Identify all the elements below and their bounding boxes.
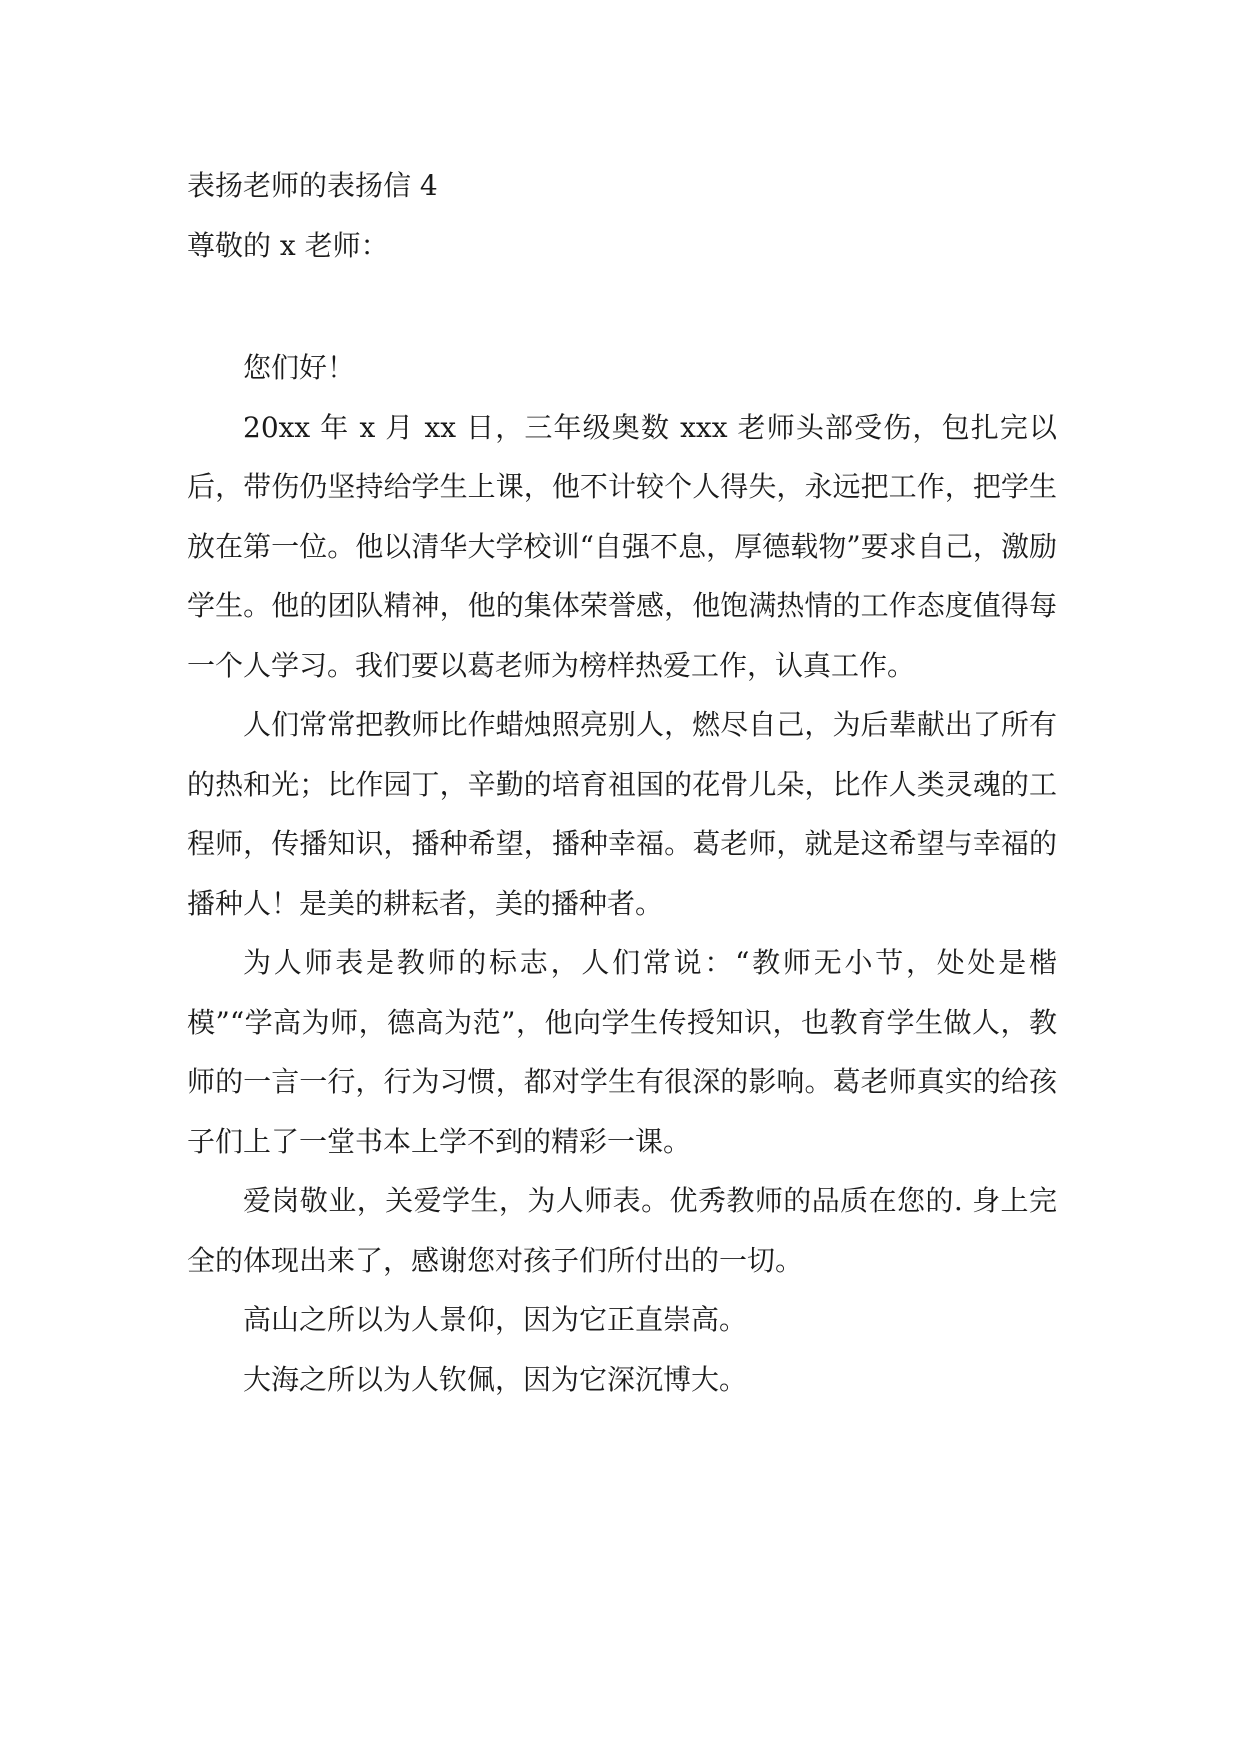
paragraph: 20xx 年 x 月 xx 日，三年级奥数 xxx 老师头部受伤，包扎完以后，带伤仍坚持给学生上课，他不计较个人得失，永远把工作，把学生放在第一位。他以清华大学校训“自强不息，厚德载物”要求自己，激励学生。他的团队精神，他的集体荣誉感，他饱满热情的工作态度值得每一个人学习。我们要以葛老师为榜样热爱工作，认真工作。 bbox=[187, 410, 1057, 682]
paragraph: 人们常常把教师比作蜡烛照亮别人，燃尽自己，为后辈献出了所有的热和光；比作园丁，辛勤的培育祖国的花骨儿朵，比作人类灵魂的工程师，传播知识，播种希望，播种幸福。葛老师，就是这希望与幸福的播种人！是美的耕耘者，美的播种者。 bbox=[187, 708, 1057, 920]
letter-body bbox=[187, 338, 1057, 1409]
salutation: 尊敬的 x 老师： bbox=[187, 229, 389, 262]
paragraph-greeting: 您们好！ bbox=[243, 351, 356, 384]
paragraph: 爱岗敬业，关爱学生，为人师表。优秀教师的品质在您的. 身上完全的体现出来了，感谢您对孩子们所付出的一切。 bbox=[187, 1184, 1057, 1277]
paragraph: 高山之所以为人景仰，因为它正直崇高。 bbox=[243, 1303, 748, 1336]
document-title: 表扬老师的表扬信 4 bbox=[187, 169, 438, 202]
paragraph: 为人师表是教师的标志，人们常说：“教师无小节，处处是楷模”“学高为师，德高为范”，他向学生传授知识，也教育学生做人，教师的一言一行，行为习惯，都对学生有很深的影响。葛老师真实的给孩子们上了一堂书本上学不到的精彩一课。 bbox=[187, 946, 1057, 1158]
paragraph: 大海之所以为人钦佩，因为它深沉博大。 bbox=[243, 1362, 748, 1396]
